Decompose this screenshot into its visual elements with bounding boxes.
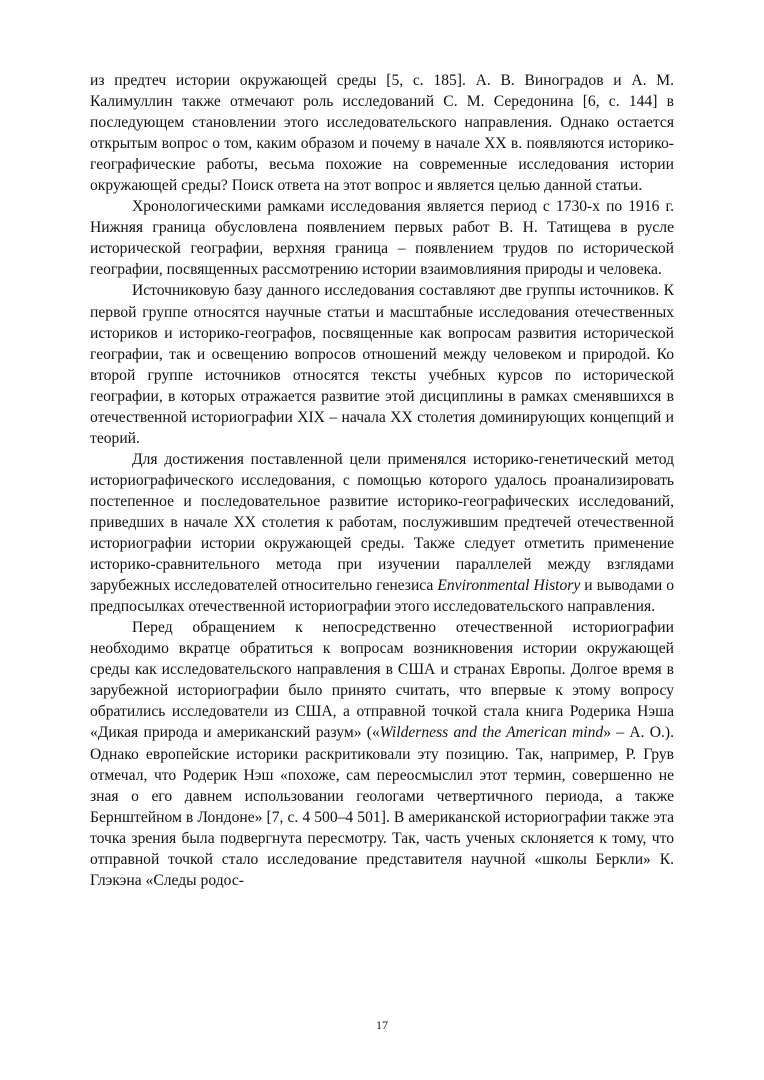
paragraph bbox=[90, 280, 674, 448]
italic-text: Wilderness and the American mind bbox=[379, 724, 604, 742]
page-number: 17 bbox=[376, 1018, 388, 1032]
paragraph-text: » – А. О.). Однако европейские историки раскритиковали эту позицию. Так, например, Р. Грув отмечал, что Родерик Нэш «похоже, сам переосмыслил этот термин, совершенно не зная о его давнем использовании геологами четвертичного периода, а также Бернштейном в Лондоне» [7, с. 4 500–4 501]. В американской историографии также эта точка зрения была подвергнута пересмотру. Так, часть ученых склоняется к тому, что отправной точкой стало исследование представителя научной «школы Беркли» К. Глэкэна «Следы родос- bbox=[90, 724, 674, 889]
paragraph-text: Для достижения поставленной цели применялся историко-генетический метод историографического исследования, с помощью которого удалось проанализировать постепенное и последовательное развитие историко-географических исследований, приведших в начале XX столетия к работам, послужившим предтечей отечественной историографии истории окружающей среды. Также следует отметить применение историко-сравнительного метода при изучении параллелей между взглядами зарубежных исследователей относительно генезиса bbox=[90, 450, 674, 595]
paragraph-text: Хронологическими рамками исследования является период с 1730-х по 1916 г. Нижняя граница обусловлена появлением первых работ В. Н. Татищева в русле исторической географии, верхняя граница – появлением трудов по исторической географии, посвященных рассмотрению истории взаимовлияния природы и человека. bbox=[90, 198, 674, 279]
paragraph-text: и выводами о предпосылках отечественной историографии этого исследовательского направления. bbox=[90, 577, 674, 616]
paragraph bbox=[90, 617, 674, 891]
paragraph bbox=[90, 196, 674, 280]
italic-text: Environmental History bbox=[437, 577, 581, 595]
paragraph-text: Перед обращением к непосредственно отечественной историографии необходимо вкратце обратиться к вопросам возникновения истории окружающей среды как исследовательского направления в США и странах Европы. Долгое время в зарубежной историографии было принято считать, что впервые к этому вопросу обратились исследователи из США, а отправной точкой стала книга Родерика Нэша «Дикая природа и американский разум» (« bbox=[90, 619, 674, 742]
paragraph-text: из предтеч истории окружающей среды [5, с. 185]. А. В. Виноградов и А. М. Калимуллин также отмечают роль исследований С. М. Середонина [6, с. 144] в последующем становлении этого исследовательского направления. Однако остается открытым вопрос о том, каким образом и почему в начале XX в. появляются историко-географические работы, весьма похожие на современные исследования истории окружающей среды? Поиск ответа на этот вопрос и является целью данной статьи. bbox=[90, 72, 674, 195]
paragraph bbox=[90, 70, 674, 196]
paragraph bbox=[90, 449, 674, 617]
paragraph-text: Источниковую базу данного исследования составляют две группы источников. К первой группе относятся научные статьи и масштабные исследования отечественных историков и историко-географов, посвященные как вопросам развития исторической географии, так и освещению вопросов отношений между человеком и природой. Ко второй группе источников относятся тексты учебных курсов по исторической географии, в которых отражается развитие этой дисциплины в рамках сменявшихся в отечественной историографии XIX – начала XX столетия доминирующих концепций и теорий. bbox=[90, 282, 674, 447]
body-text bbox=[90, 70, 674, 891]
